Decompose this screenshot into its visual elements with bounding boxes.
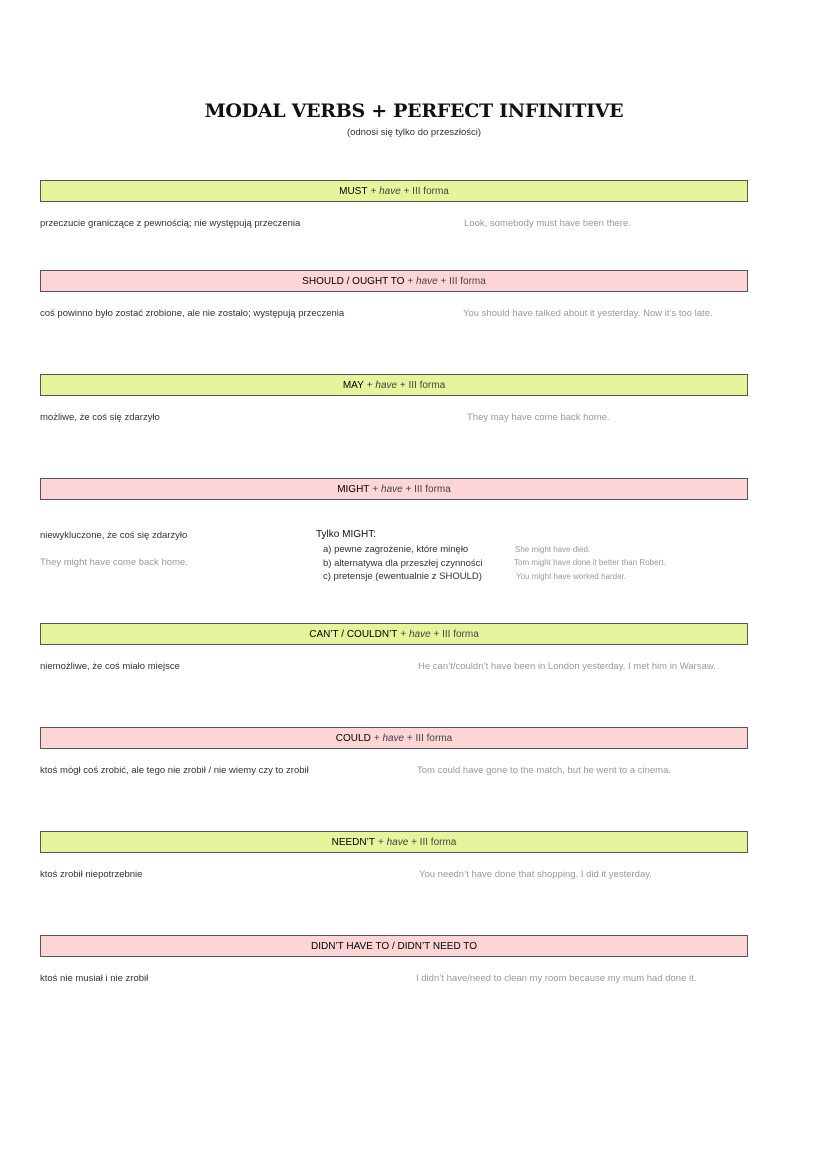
band-formula: + have + III forma xyxy=(373,732,453,744)
section-example: Tom could have gone to the match, but he went to a cinema. xyxy=(417,765,672,776)
band-keyword: MIGHT xyxy=(337,483,370,495)
band-keyword: MUST xyxy=(339,185,368,197)
section-band-should xyxy=(40,270,748,292)
section-description: ktoś nie musiał i nie zrobił xyxy=(40,973,149,984)
section-description: niemożliwe, że coś miało miejsce xyxy=(40,661,180,672)
might-note-example: You might have worked harder. xyxy=(516,572,626,581)
section-band-may xyxy=(40,374,748,396)
might-note-example: Tom might have done it better than Robert. xyxy=(514,558,666,567)
section-band-cant xyxy=(40,623,748,645)
page-title: MODAL VERBS + PERFECT INFINITIVE xyxy=(204,100,624,122)
section-example: I didn’t have/need to clean my room because my mum had done it. xyxy=(416,973,697,984)
band-formula: + have + III forma xyxy=(366,379,446,391)
section-description: niewykluczone, że coś się zdarzyło xyxy=(40,530,188,541)
band-formula: + have + III forma xyxy=(370,185,449,197)
band-keyword: DIDN’T HAVE TO / DIDN’T NEED TO xyxy=(311,940,477,952)
section-description: coś powinno było zostać zrobione, ale nie zostało; występują przeczenia xyxy=(40,308,345,319)
band-formula: + have + III forma xyxy=(400,628,479,640)
section-band-didnt-have-to xyxy=(40,935,748,957)
section-description: ktoś mógł coś zrobić, ale tego nie zrobił / nie wiemy czy to zrobił xyxy=(40,765,309,776)
section-example: They might have come back home. xyxy=(40,557,188,568)
section-band-must xyxy=(40,180,748,202)
section-band-might xyxy=(40,478,748,500)
section-description: ktoś zrobił niepotrzebnie xyxy=(40,869,143,880)
page-subtitle: (odnosi się tylko do przeszłości) xyxy=(346,127,482,138)
band-formula: + have + III forma xyxy=(407,275,486,287)
section-example: They may have come back home. xyxy=(467,412,610,423)
section-example: You needn’t have done that shopping. I did it yesterday. xyxy=(419,869,652,880)
band-formula: + have + III forma xyxy=(372,483,451,495)
section-band-neednt xyxy=(40,831,748,853)
band-keyword: NEEDN’T xyxy=(331,836,375,848)
band-keyword: MAY xyxy=(342,379,364,391)
band-keyword: SHOULD / OUGHT TO xyxy=(302,275,405,287)
might-note-example: She might have died. xyxy=(515,545,591,554)
might-note-item: b) alternatywa dla przeszłej czynności xyxy=(323,558,483,569)
section-description: przeczucie graniczące z pewnością; nie występują przeczenia xyxy=(40,218,301,229)
band-keyword: CAN’T / COULDN’T xyxy=(309,628,398,640)
band-keyword: COULD xyxy=(335,732,371,744)
section-example: You should have talked about it yesterday. Now it’s too late. xyxy=(463,308,713,319)
might-note-title: Tylko MIGHT: xyxy=(316,529,377,540)
might-note-item: c) pretensje (ewentualnie z SHOULD) xyxy=(323,571,482,582)
section-band-could xyxy=(40,727,748,749)
band-formula: + have + III forma xyxy=(377,836,457,848)
section-description: możliwe, że coś się zdarzyło xyxy=(40,412,160,423)
section-example: Look, somebody must have been there. xyxy=(464,218,631,229)
section-example: He can’t/couldn’t have been in London yesterday. I met him in Warsaw. xyxy=(418,661,716,672)
might-note-item: a) pewne zagrożenie, które minęło xyxy=(323,544,469,555)
